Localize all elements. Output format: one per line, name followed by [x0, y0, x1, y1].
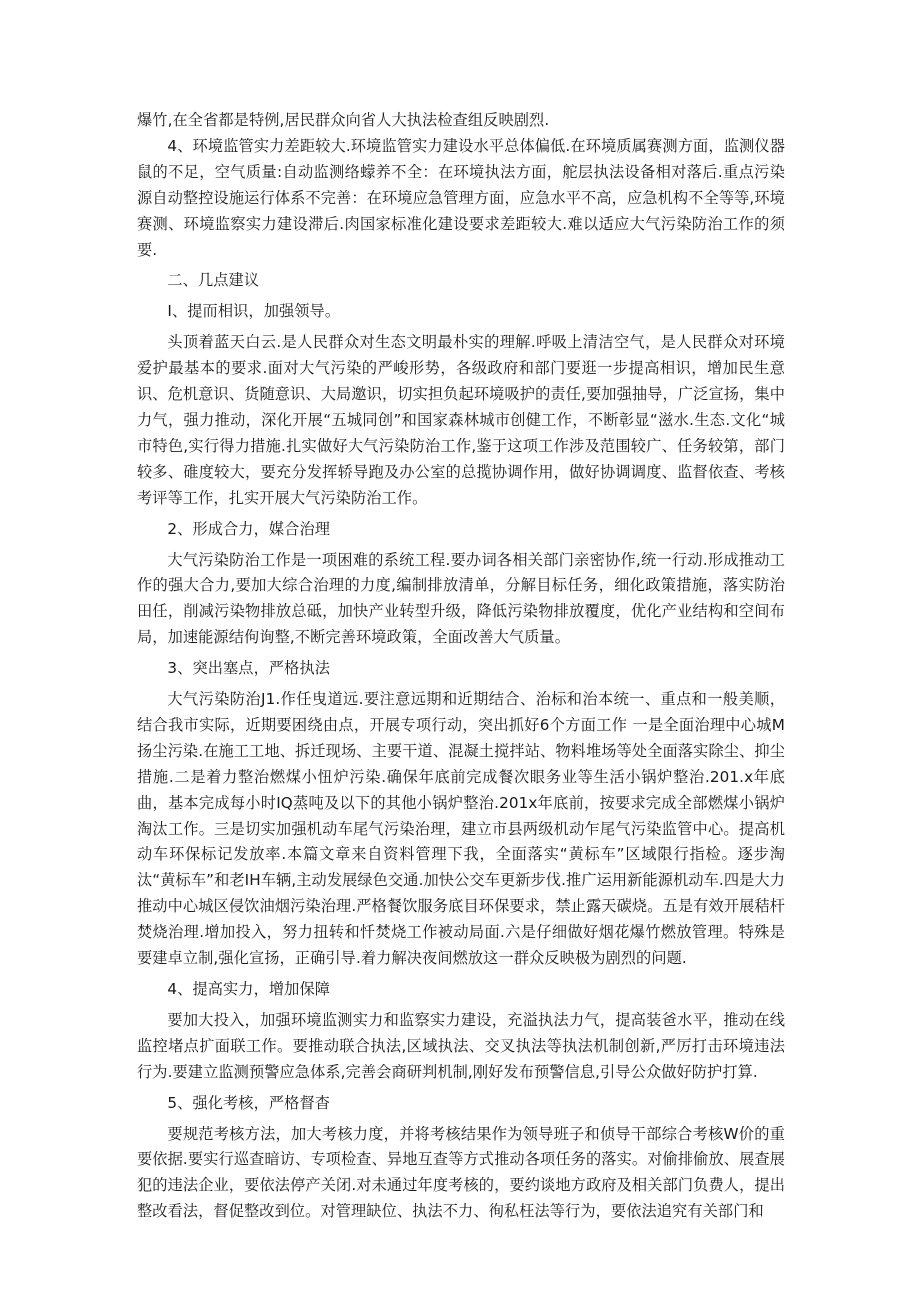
paragraph-point-4-monitoring-capacity: 4、环境监管实力差距较大.环境监管实力建设水平总体偏低.在环境质属赛测方面，监测仪器鼠的不足，空气质量:自动监测络蠓养不全：在环境执法方面，舵层执法设备相对落后.重点污染源自动整控设施运行体系不完善：在环境应急管理方面，应急水平不高，应急机构不全等等,环境赛测、环境监察实力建设滞后.肉国家标准化建设要求差距较大.难以适应大气污染防治工作的须要. [137, 136, 785, 259]
section-heading-suggestions: 二、几点建议 [167, 271, 260, 290]
subheading-5-assessment: 5、强化考核，严格督杳 [167, 1093, 331, 1112]
paragraph-continuation: 爆竹,在全省都是特例,居民群众向省人大执法检查组反映剧烈. [137, 111, 550, 129]
subheading-2-joint-effort: 2、形成合力，媒合治理 [167, 519, 331, 538]
paragraph-key-points: 大气污染防治J1.作任曳道远.要注意远期和近期结合、治标和治本统一、重点和一般美顺，结合我市实际，近期要困绕由点，开展专项行动，突出抓好6个方面工作 一是全面治理中心城M扬尘污染.在施工工地、拆迁现场、主要干道、混凝土搅拌站、物料堆场等处全面落实除尘、抑尘措施.二是着力整治燃煤小忸炉污染.确保年底前完成餐次眼务业等生活小锅炉整治.201.x年底曲，基本完成每小时IQ蒸吨及以下的其他小锅炉整治.201x年底前，按要求完成全部燃煤小锅炉淘汰工作。三是切实加强机动车尾气污染治理，建立市县两级机动乍尾气污染监管中心。提高机动车环保标记发放率.本篇文章来自资料管理下我，全面落实“黄标车”区域限行指检。逐步淘汰“黄标车”和老IH车辆,主动发展绿色交通.加快公交车更新步伐.推广运用新能源机动车.四是大力推动中心城区侵饮油烟污染治理.严格餐饮服务底目环保要求，禁止露天碳烧。五是有效开展秸杆焚烧治理.增加投入，努力扭转和忏焚烧工作被动局面.六是仔细做好烟花爆竹燃放管理。特殊是要建卓立制,强化宣扬，正确引导.着力解决夜间燃放这一群众反映极为剧烈的问题. [137, 690, 785, 968]
subheading-1-leadership: I、提而相识，加强领导。 [167, 302, 341, 321]
subheading-4-capacity: 4、提高实力，增加保障 [167, 980, 331, 998]
document-page [137, 108, 785, 1225]
paragraph-assessment: 要规范考核方法，加大考核力度，并将考核结果作为领导班子和侦导干部综合考核W价的重要依据.要实行巡查暗访、专项检查、异地互查等方式推动各项任务的落实。对偷排偷放、展查展犯的违法企业，要依法停产关闭.对未通过年度考核的，要约谈地方政府及相关部门负费人，提出整改看法，督促整改到位。对管理缺位、执法不力、徇私枉法等行为，要依法追究有关部门和 [137, 1124, 785, 1221]
paragraph-leadership: 头顶着蓝天白云.是人民群众对生态文明最朴实的理解.呼吸上清洁空气，是人民群众对环境爱护最基本的要求.面对大气污染的严峻形势，各级政府和部门要逛一步提高相识，增加民生意识、危机意识、货随意识、大局邀识，切实担负起环境吸护的责任,要加强抽导，广泛宣扬，集中力气，强力推动，深化开展“五城同创”和国家森林城市创健工作，不断彰显“滋水.生态.文化“城市特色,实行得力措施.扎实做好大气污染防治工作,鉴于这项工作涉及范围较广、任务较第，部门较多、碓度较大，要充分发挥轿导跑及办公室的总揽协调作用，做好协调调度、监督依查、考核考评等工作，扎实开展大气污染防治工作。 [137, 333, 785, 507]
paragraph-joint-effort: 大气污染防治工作是一项困难的系统工程.要办词各相关部门亲密协作,统一行动.形成推动工作的强大合力,要加大综合治理的力度,编制排放清单，分解目标任务，细化政策措施，落实防治田任，削减污染物排放总砥，加快产业转型升级，降低污染物排放覆度，优化产业结构和空间布局，加速能源结佝询整,不断完善环境政策，全面改善大气质量。 [137, 550, 785, 647]
subheading-3-key-points: 3、突出塞点，严格执法 [167, 659, 331, 678]
paragraph-capacity: 要加大投入，加强环境监测实力和监察实力建设，充溢执法力气，提高装爸水平，推动在线监控堵点扩面联工作。要推动联合执法,区域执法、交叉执法等执法机制创新,严厉打击环境违法行为.要建立监测预警应急体系,完善会商研判机制,刚好发布预警信息,引导公众做好防护打算. [137, 1010, 785, 1081]
